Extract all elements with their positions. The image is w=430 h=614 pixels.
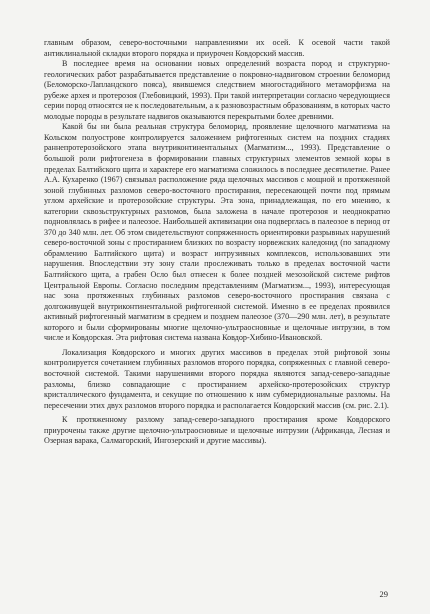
paragraph-1: главным образом, северо-восточными направлениями их осей. К осевой части такой антиклинальной складки второго порядка и приурочен Ковдорский массив. [44,38,390,58]
paragraph-2: В последнее время на основании новых определений возраста пород и структурно-геологических работ разрабатывается представление о покровно-надвиговом строении беломорид (Беломорско-Лапландского пояса), явившемся следствием многостадийного метаморфизма на рубеже архея и протерозоя (Глебовицкий, 1993). При такой интерпретации согласно чередующиеся серии пород относятся не к последовательным, а к разновозрастным образованиям, в которых часто молодые породы в результате надвигов оказываются перекрытыми более древними. [44,59,390,121]
paragraph-4: Локализация Ковдорского и многих других массивов в пределах этой рифтовой зоны контролируется сочетанием глубинных разломов второго порядка, сопряженных с главной северо-восточной системой. Такими нарушениями второго порядка являются запад-северо-западные разломы, близко совпадающие с простиранием архейско-протерозойских структур кристаллического фундамента, и секущие по отношению к ним субмеридиональные разломы. На пересечении этих двух разломов второго порядка и располагается Ковдорский массив (см. рис. 2.1). [44,347,390,410]
page-number: 29 [379,589,388,599]
body-text [44,38,390,447]
paragraph-5: К протяженному разлому запад-северо-западного простирания кроме Ковдорского приурочены также другие щелочно-ультраосновные и щелочные интрузии (Африканда, Лесная и Озерная варака, Салмагорский, Ингозерский и другие массивы). [44,415,390,446]
paragraph-3: Какой бы ни была реальная структура беломорид, проявление щелочного магматизма на Кольском полуострове контролируется заложением рифтогенных систем на поздних стадиях раннепротерозойского этапа внутриконтинентальных (Магматизм..., 1993). Представление о большой роли рифтогенеза в формировании главных структурных элементов земной коры в пределах Балтийского щита и характере его магматизма сложилось в последнее десятилетие. Ранее А.А. Кухаренко (1967) связывал расположение ряда щелочных массивов с мощной и протяженной зоной глубинных разломов северо-восточного простирания, пересекающей почти под прямым углом архейские и протерозойские структуры. Эта зона, принадлежащая, по его мнению, к категории сквозьструктурных разломов, была заложена в начале протерозоя и неоднократно подновлялась в рифее и палеозое. Наибольшей активизации она подверглась в палеозое в период от 370 до 340 млн. лет. Об этом свидетельствуют сопряженность ориентировки разрывных нарушений северо-восточной зоны с простиранием близких по возрасту норвежских каледонид (по западному обрамлению Балтийского щита) и возраст интрузивных комплексов, использовавших эти нарушения. Впоследствии эту зону стали прослеживать только в пределах восточной части Балтийского щита, а грабен Осло был отнесен к более поздней мезозойской системе рифтов Центральной Европы. Согласно последним представлениям (Магматизм..., 1993), интересующая нас зона протяженных глубинных разломов северо-восточного простирания связана с долгоживущей внутриконтинентальной рифтогенной системой. Именно в ее пределах проявился активный рифтогенный магматизм в среднем и позднем палеозое (370—290 млн. лет), в результате которого и были сформированы многие щелочно-ультраосновные и щелочные интрузии, в том числе и Ковдорская. Эта рифтовая система названа Ковдор-Хибино-Ивановской. [44,122,390,343]
